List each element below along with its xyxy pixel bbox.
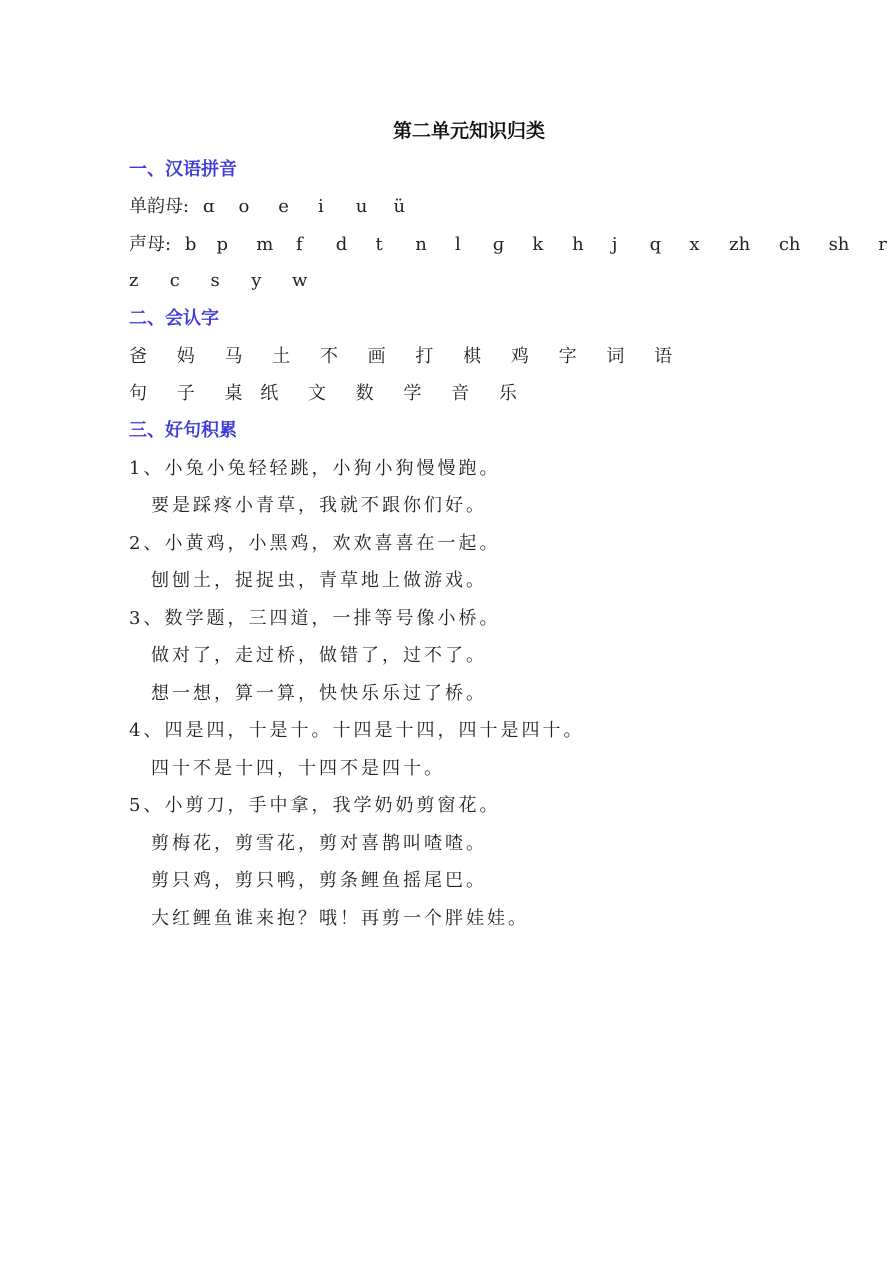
section-heading-characters: 二、会认字 bbox=[129, 308, 219, 329]
character: 马 bbox=[224, 346, 243, 367]
character: 棋 bbox=[463, 346, 482, 367]
initials-line-2 bbox=[129, 270, 322, 291]
initials-label: 声母: bbox=[129, 234, 172, 255]
sentence-line: 5、小剪刀，手中拿，我学奶奶剪窗花。 bbox=[129, 795, 501, 816]
character: 纸 bbox=[260, 383, 279, 404]
initial: j bbox=[611, 234, 618, 255]
character: 爸 bbox=[129, 346, 147, 367]
character: 词 bbox=[606, 346, 625, 367]
initials-line-1 bbox=[129, 230, 892, 256]
characters-row-1 bbox=[129, 342, 684, 368]
character: 文 bbox=[307, 383, 326, 404]
character: 句 bbox=[129, 383, 147, 404]
character: 字 bbox=[558, 346, 577, 367]
initial: b bbox=[184, 234, 197, 255]
vowel: ü bbox=[393, 196, 406, 217]
sentence-line: 4、四是四，十是十。十四是十四，四十是四十。 bbox=[129, 720, 585, 741]
initial: w bbox=[291, 270, 308, 291]
section-heading-pinyin: 一、汉语拼音 bbox=[129, 159, 237, 180]
character: 桌 bbox=[224, 383, 243, 404]
sentence-line: 刨刨土，捉捉虫，青草地上做游戏。 bbox=[151, 570, 487, 591]
initial: t bbox=[375, 234, 383, 255]
initial: l bbox=[454, 234, 461, 255]
initial: sh bbox=[828, 234, 850, 255]
page-title: 第二单元知识归类 bbox=[392, 120, 545, 142]
initial: s bbox=[210, 270, 220, 291]
sentence-line: 四十不是十四，十四不是四十。 bbox=[151, 758, 445, 779]
sentence-line: 剪梅花，剪雪花，剪对喜鹊叫喳喳。 bbox=[151, 833, 487, 854]
vowel: u bbox=[355, 196, 368, 217]
initial: p bbox=[216, 234, 229, 255]
sentence-line: 3、数学题，三四道，一排等号像小桥。 bbox=[129, 608, 501, 629]
initial: x bbox=[689, 234, 700, 255]
initial: zh bbox=[729, 234, 751, 255]
sentence-line: 大红鲤鱼谁来抱？哦！再剪一个胖娃娃。 bbox=[151, 908, 529, 929]
character: 妈 bbox=[176, 346, 195, 367]
character: 子 bbox=[176, 383, 195, 404]
vowel: e bbox=[278, 196, 289, 217]
characters-row-2 bbox=[129, 379, 529, 405]
initial: q bbox=[649, 234, 662, 255]
sentence-line: 做对了，走过桥，做错了，过不了。 bbox=[151, 645, 487, 666]
character: 打 bbox=[415, 346, 434, 367]
character: 学 bbox=[403, 383, 422, 404]
character: 音 bbox=[451, 383, 470, 404]
sentence-line: 想一想，算一算，快快乐乐过了桥。 bbox=[151, 683, 487, 704]
initial: ɡ bbox=[492, 234, 505, 255]
vowel: ɑ bbox=[202, 196, 215, 217]
initial: h bbox=[572, 234, 584, 255]
sentence-line: 1、小兔小兔轻轻跳，小狗小狗慢慢跑。 bbox=[129, 458, 501, 479]
sentence-line: 2、小黄鸡，小黑鸡，欢欢喜喜在一起。 bbox=[129, 533, 501, 554]
character: 乐 bbox=[498, 383, 517, 404]
initial: d bbox=[335, 234, 348, 255]
character: 语 bbox=[654, 346, 673, 367]
character: 不 bbox=[319, 346, 338, 367]
initial: z bbox=[129, 270, 139, 291]
section-heading-sentences: 三、好句积累 bbox=[129, 420, 237, 441]
vowels-label: 单韵母: bbox=[129, 196, 190, 217]
initial: r bbox=[878, 234, 887, 255]
vowel: o bbox=[238, 196, 250, 217]
initial: ch bbox=[778, 234, 801, 255]
character: 土 bbox=[272, 346, 291, 367]
sentence-line: 剪只鸡，剪只鸭，剪条鲤鱼摇尾巴。 bbox=[151, 870, 487, 891]
vowel: i bbox=[318, 196, 324, 217]
vowels-line bbox=[129, 192, 425, 218]
initial: f bbox=[296, 234, 303, 255]
character: 鸡 bbox=[510, 346, 529, 367]
initial: k bbox=[532, 234, 544, 255]
character: 数 bbox=[355, 383, 374, 404]
initial: y bbox=[251, 270, 262, 291]
initial: c bbox=[169, 270, 180, 291]
character: 画 bbox=[367, 346, 386, 367]
initial: n bbox=[415, 234, 427, 255]
sentence-line: 要是踩疼小青草，我就不跟你们好。 bbox=[151, 495, 487, 516]
initial: m bbox=[256, 234, 274, 255]
